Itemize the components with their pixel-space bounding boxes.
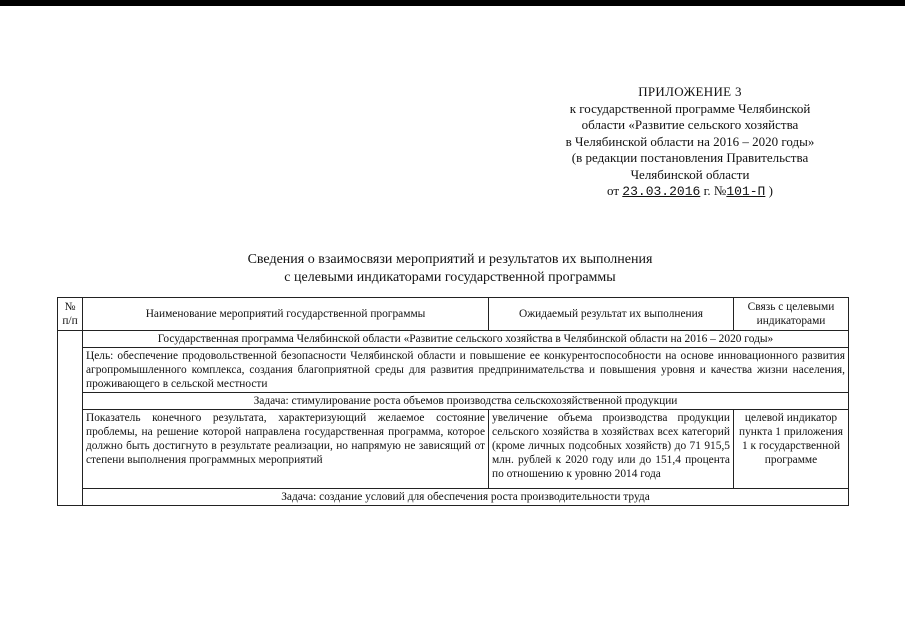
indicator-result-cell: увеличение объема производства продукции сельского хозяйства в хозяйствах всех категорий (кроме личных подсобных хозяйств) до 71 915,5 млн. рублей к 2020 году или до 151,4 процента по отношению к уровню 2014 года xyxy=(489,410,734,489)
task-2-cell: Задача: создание условий для обеспечения роста производительности труда xyxy=(83,489,849,506)
closing-paren: ) xyxy=(768,183,773,198)
indicator-row xyxy=(58,410,849,489)
program-title-cell: Государственная программа Челябинской области «Развитие сельского хозяйства в Челябинской области на 2016 – 2020 годы» xyxy=(83,331,849,348)
table-header-row xyxy=(58,298,849,331)
appendix-header xyxy=(540,84,840,201)
appendix-line: (в редакции постановления Правительства xyxy=(571,150,809,165)
appendix-line: Челябинской области xyxy=(630,166,750,182)
goal-row xyxy=(58,348,849,393)
indicators-table xyxy=(57,297,849,506)
goal-cell: Цель: обеспечение продовольственной безопасности Челябинской области и повышение ее конкурентоспособности на основе инновационного развития агропромышленного комплекса, создания благоприятной среды для развития предпринимательства и повышения уровня и качества жизни населения, проживающего в сельской местности xyxy=(83,348,849,393)
document-title-line-2: с целевыми индикаторами государственной программы xyxy=(284,270,616,285)
program-row xyxy=(58,331,849,348)
task-row xyxy=(58,489,849,506)
appendix-line: области «Развитие сельского хозяйства xyxy=(581,117,799,132)
task-1-cell: Задача: стимулирование роста объемов производства сельскохозяйственной продукции xyxy=(83,393,849,410)
header-indicator-link: Связь с целевыми индикаторами xyxy=(734,298,849,331)
header-expected-result: Ожидаемый результат их выполнения xyxy=(489,298,734,331)
decree-number: 101-П xyxy=(726,184,766,199)
appendix-line: к государственной программе Челябинской xyxy=(569,100,811,116)
indicator-link-cell: целевой индикатор пункта 1 приложения 1 к государственной программе xyxy=(734,410,849,489)
date-prefix: от xyxy=(607,183,620,198)
document-title-line-1: Сведения о взаимосвязи мероприятий и результатов их выполнения xyxy=(247,252,653,267)
document-title xyxy=(170,251,730,287)
appendix-date-line xyxy=(540,183,840,201)
decree-date: 23.03.2016 xyxy=(622,184,701,199)
header-number: № п/п xyxy=(58,298,83,331)
task-row xyxy=(58,393,849,410)
appendix-line: в Челябинской области на 2016 – 2020 годы» xyxy=(565,133,815,149)
header-measure-name: Наименование мероприятий государственной программы xyxy=(83,298,489,331)
indicator-name-cell: Показатель конечного результата, характеризующий желаемое состояние проблемы, на решение которой направлена государственная программа, которое должно быть достигнуто в результате реализации, но напрямую не зависящий от степени выполнения программных мероприятий xyxy=(83,410,489,489)
number-cell xyxy=(58,331,83,506)
appendix-title: ПРИЛОЖЕНИЕ 3 xyxy=(638,84,742,99)
top-scan-border xyxy=(0,0,905,6)
date-suffix: г. № xyxy=(703,183,727,198)
